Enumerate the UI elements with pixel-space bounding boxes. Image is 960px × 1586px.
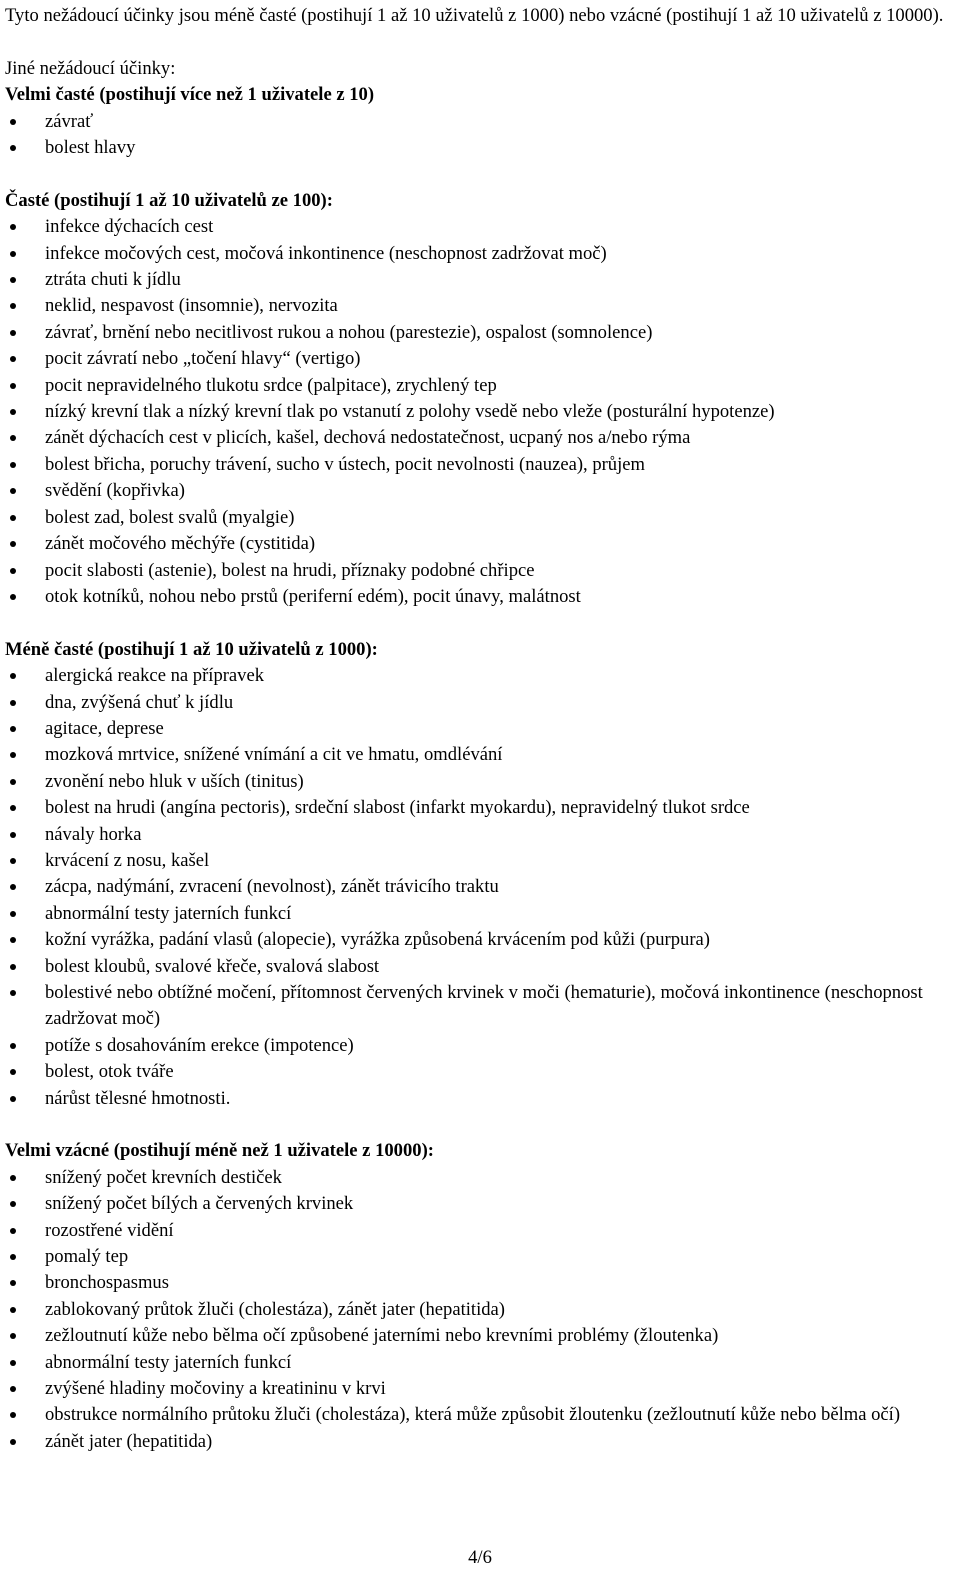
bullet-list [5,1165,957,1455]
list-item-text: bolest zad, bolest svalů (myalgie) [45,506,295,528]
list-item-text: zežloutnutí kůže nebo bělma očí způsobené jaterními nebo krevními problémy (žloutenka) [45,1325,719,1347]
list-item-text: zánět jater (hepatitida) [45,1430,213,1452]
bullet-icon [10,1386,16,1392]
list-item [5,927,957,953]
list-item-text: abnormální testy jaterních funkcí [45,902,292,924]
list-item [5,1059,957,1085]
bullet-icon [10,858,16,864]
list-item-text: kožní vyrážka, padání vlasů (alopecie), vyrážka způsobená krvácením pod kůži (purpura) [45,929,710,951]
section-spacer [5,161,957,187]
list-item-text: ztráta chuti k jídlu [45,269,181,291]
list-item-text: dna, zvýšená chuť k jídlu [45,691,234,713]
bullet-icon [10,964,16,970]
list-item-text: pocit nepravidelného tlukotu srdce (palpitace), zrychlený tep [45,374,497,396]
list-item-text: bronchospasmus [45,1272,169,1294]
list-item-text: abnormální testy jaterních funkcí [45,1351,292,1373]
list-item-text: krvácení z nosu, kašel [45,849,210,871]
bullet-icon [10,277,16,283]
list-item-text: pomalý tep [45,1246,129,1268]
list-item-text: pocit slabosti (astenie), bolest na hrudi, příznaky podobné chřipce [45,559,535,581]
bullet-icon [10,990,16,996]
bullet-icon [10,330,16,336]
list-item [5,584,957,610]
bullet-icon [10,937,16,943]
section-heading: Velmi časté (postihují více než 1 uživatele z 10) [5,84,375,106]
list-item [5,1402,957,1428]
list-item [5,822,957,848]
bullet-list [5,214,957,610]
section-spacer [5,610,957,636]
bullet-icon [10,1360,16,1366]
list-item-text: agitace, deprese [45,717,164,739]
list-item [5,267,957,293]
list-item-text: obstrukce normálního průtoku žluči (cholestáza), která může způsobit žloutenku (zežloutnutí kůže nebo bělma očí) [45,1404,901,1426]
bullet-icon [10,1280,16,1286]
list-item [5,795,957,821]
intro-paragraph: Tyto nežádoucí účinky jsou méně časté (postihují 1 až 10 uživatelů z 1000) nebo vzácné (postihují 1 až 10 uživatelů z 10000). [5,5,944,26]
list-item [5,716,957,742]
list-item [5,663,957,689]
list-item [5,848,957,874]
bullet-icon [10,515,16,521]
list-item-text: potíže s dosahováním erekce (impotence) [45,1034,354,1056]
other-effects-label: Jiné nežádoucí účinky: [5,57,176,79]
sections-container [5,82,957,1455]
list-item-text: bolest břicha, poruchy trávení, sucho v ústech, pocit nevolnosti (nauzea), průjem [45,453,645,475]
list-item [5,1033,957,1059]
bullet-icon [10,224,16,230]
bullet-icon [10,356,16,362]
list-item [5,1191,957,1217]
bullet-icon [10,779,16,785]
bullet-icon [10,383,16,389]
list-item [5,109,957,135]
list-item [5,901,957,927]
bullet-icon [10,488,16,494]
list-item-text: zvýšené hladiny močoviny a kreatininu v krvi [45,1378,386,1400]
section-heading: Velmi vzácné (postihují méně než 1 uživatele z 10000): [5,1140,434,1162]
list-item [5,742,957,768]
list-item [5,1218,957,1244]
bullet-icon [10,726,16,732]
list-item-text: snížený počet bílých a červených krvinek [45,1193,354,1215]
list-item-text: neklid, nespavost (insomnie), nervozita [45,295,338,317]
list-item-text: závrať [45,110,94,132]
list-item [5,874,957,900]
bullet-list [5,109,957,162]
bullet-icon [10,1439,16,1445]
list-item-text: infekce močových cest, močová inkontinence (neschopnost zadržovat moč) [45,242,607,264]
list-item [5,320,957,346]
list-item [5,769,957,795]
section-spacer [5,1112,957,1138]
list-item-text: zvonění nebo hluk v uších (tinitus) [45,770,304,792]
bullet-icon [10,832,16,838]
bullet-icon [10,1228,16,1234]
list-item [5,690,957,716]
bullet-icon [10,673,16,679]
list-item-text: závrať, brnění nebo necitlivost rukou a nohou (parestezie), ospalost (somnolence) [45,321,653,343]
bullet-icon [10,1043,16,1049]
section-heading: Časté (postihují 1 až 10 uživatelů ze 100): [5,189,333,211]
bullet-icon [10,303,16,309]
list-item [5,1165,957,1191]
list-item [5,425,957,451]
list-item [5,214,957,240]
list-item-text: zánět močového měchýře (cystitida) [45,533,316,555]
list-item [5,373,957,399]
list-item-text: pocit závratí nebo „točení hlavy“ (vertigo) [45,348,361,370]
section-heading: Méně časté (postihují 1 až 10 uživatelů z 1000): [5,638,378,660]
list-item-text: snížený počet krevních destiček [45,1166,282,1188]
bullet-icon [10,1307,16,1313]
bullet-icon [10,1096,16,1102]
list-item-text: zácpa, nadýmání, zvracení (nevolnost), zánět trávicího traktu [45,876,499,898]
bullet-icon [10,752,16,758]
list-item [5,505,957,531]
list-item-text: bolest na hrudi (angína pectoris), srdeční slabost (infarkt myokardu), nepravidelný tlukot srdce [45,797,750,819]
list-item-text: mozková mrtvice, snížené vnímání a cit ve hmatu, omdlévání [45,744,503,766]
bullet-icon [10,1175,16,1181]
list-item-text: nárůst tělesné hmotnosti. [45,1087,231,1109]
bullet-icon [10,541,16,547]
list-item [5,1244,957,1270]
bullet-icon [10,1069,16,1075]
bullet-icon [10,911,16,917]
bullet-icon [10,1201,16,1207]
list-item [5,452,957,478]
list-item-text: zánět dýchacích cest v plicích, kašel, dechová nedostatečnost, ucpaný nos a/nebo rýma [45,427,691,449]
list-item-text: infekce dýchacích cest [45,216,214,238]
bullet-icon [10,409,16,415]
bullet-icon [10,435,16,441]
list-item [5,293,957,319]
bullet-icon [10,1412,16,1418]
list-item-text: bolest, otok tváře [45,1061,174,1083]
list-item-text: návaly horka [45,823,142,845]
list-item-text: otok kotníků, nohou nebo prstů (periferní edém), pocit únavy, malátnost [45,585,581,607]
bullet-icon [10,1333,16,1339]
list-item-text: bolest kloubů, svalové křeče, svalová slabost [45,955,380,977]
bullet-icon [10,462,16,468]
bullet-icon [10,805,16,811]
list-item [5,1323,957,1349]
list-item-text: alergická reakce na přípravek [45,665,265,687]
list-item [5,478,957,504]
list-item-text: rozostřené vidění [45,1219,174,1241]
list-item [5,954,957,980]
list-item [5,1270,957,1296]
bullet-icon [10,145,16,151]
list-item-text: svědění (kopřivka) [45,480,185,502]
list-item [5,558,957,584]
bullet-icon [10,1254,16,1260]
list-item [5,1086,957,1112]
bullet-list [5,663,957,1112]
list-item [5,980,957,1033]
list-item [5,1376,957,1402]
document-page [5,3,957,1455]
list-item [5,399,957,425]
bullet-icon [10,251,16,257]
bullet-icon [10,568,16,574]
list-item [5,1350,957,1376]
bullet-icon [10,884,16,890]
list-item-text: zablokovaný průtok žluči (cholestáza), zánět jater (hepatitida) [45,1298,505,1320]
list-item [5,346,957,372]
list-item-text: bolest hlavy [45,137,136,159]
list-item [5,135,957,161]
list-item [5,531,957,557]
spacer [5,29,957,55]
bullet-icon [10,700,16,706]
list-item [5,241,957,267]
page-number: 4/6 [468,1547,492,1568]
list-item [5,1297,957,1323]
bullet-icon [10,594,16,600]
bullet-icon [10,119,16,125]
list-item-text: nízký krevní tlak a nízký krevní tlak po vstanutí z polohy vsedě nebo vleže (posturální hypotenze) [45,401,775,423]
list-item [5,1429,957,1455]
list-item-text: bolestivé nebo obtížné močení, přítomnost červených krvinek v moči (hematurie), močová inkontinence (neschopnost zadržovat moč) [45,981,923,1030]
